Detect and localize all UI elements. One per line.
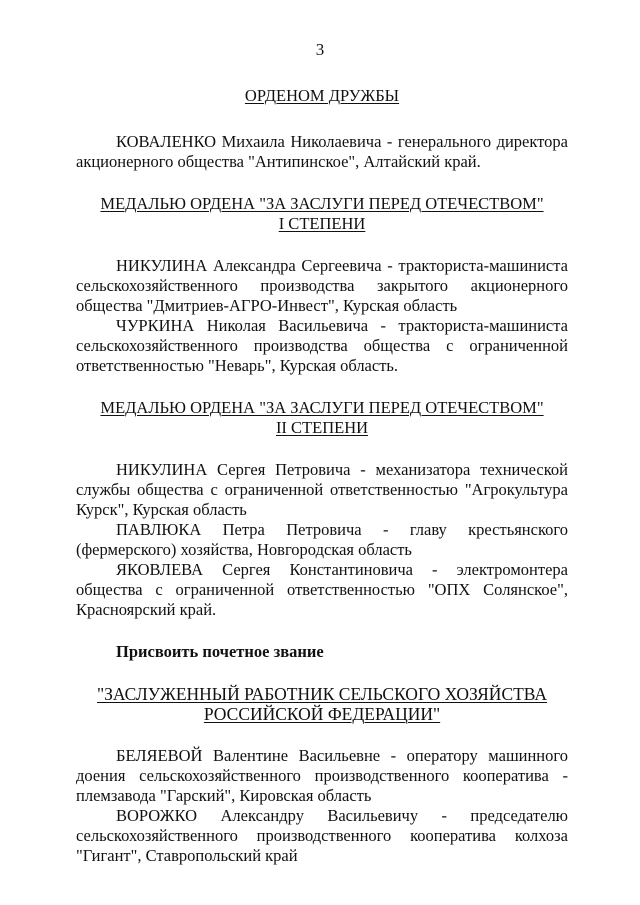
award-entry: ВОРОЖКО Александру Васильевичу - председателю сельскохозяйственного производственного кооператива колхоза "Гигант", Ставропольский край: [76, 806, 568, 865]
award-entry: КОВАЛЕНКО Михаила Николаевича - генерального директора акционерного общества "Антипинское", Алтайский край.: [76, 132, 568, 171]
honorary-title-intro: Присвоить почетное звание: [116, 642, 324, 661]
page-number: 3: [315, 40, 325, 59]
section-heading-honored-worker-line2: РОССИЙСКОЙ ФЕДЕРАЦИИ": [203, 704, 441, 724]
award-entry: ПАВЛЮКА Петра Петровича - главу крестьянского (фермерского) хозяйства, Новгородская область: [76, 520, 568, 559]
award-entry: НИКУЛИНА Александра Сергеевича - тракториста-машиниста сельскохозяйственного производства закрытого акционерного общества "Дмитриев-АГРО-Инвест", Курская область: [76, 256, 568, 315]
award-entry: ЯКОВЛЕВА Сергея Константиновича - электромонтера общества с ограниченной ответственностью "ОПХ Солянское", Красноярский край.: [76, 560, 568, 619]
section-heading-medal-first-degree-line2: I СТЕПЕНИ: [278, 214, 366, 233]
section-heading-medal-second-degree-line2: II СТЕПЕНИ: [275, 418, 369, 437]
award-entry: НИКУЛИНА Сергея Петровича - механизатора технической службы общества с ограниченной ответственностью "Агрокультура Курск", Курская область: [76, 460, 568, 519]
section-heading-medal-first-degree: МЕДАЛЬЮ ОРДЕНА "ЗА ЗАСЛУГИ ПЕРЕД ОТЕЧЕСТВОМ": [100, 194, 544, 213]
document-body: [76, 86, 568, 866]
section-heading-medal-second-degree: МЕДАЛЬЮ ОРДЕНА "ЗА ЗАСЛУГИ ПЕРЕД ОТЕЧЕСТВОМ": [100, 398, 544, 417]
award-entry: ЧУРКИНА Николая Васильевича - тракториста-машиниста сельскохозяйственного производства общества с ограниченной ответственностью "Неварь", Курская область.: [76, 316, 568, 375]
award-entry: БЕЛЯЕВОЙ Валентине Васильевне - оператору машинного доения сельскохозяйственного производственного кооператива - племзавода "Гарский", Кировская область: [76, 746, 568, 805]
section-heading-order-of-friendship: ОРДЕНОМ ДРУЖБЫ: [244, 86, 400, 105]
section-heading-honored-worker: "ЗАСЛУЖЕННЫЙ РАБОТНИК СЕЛЬСКОГО ХОЗЯЙСТВА: [96, 684, 548, 704]
